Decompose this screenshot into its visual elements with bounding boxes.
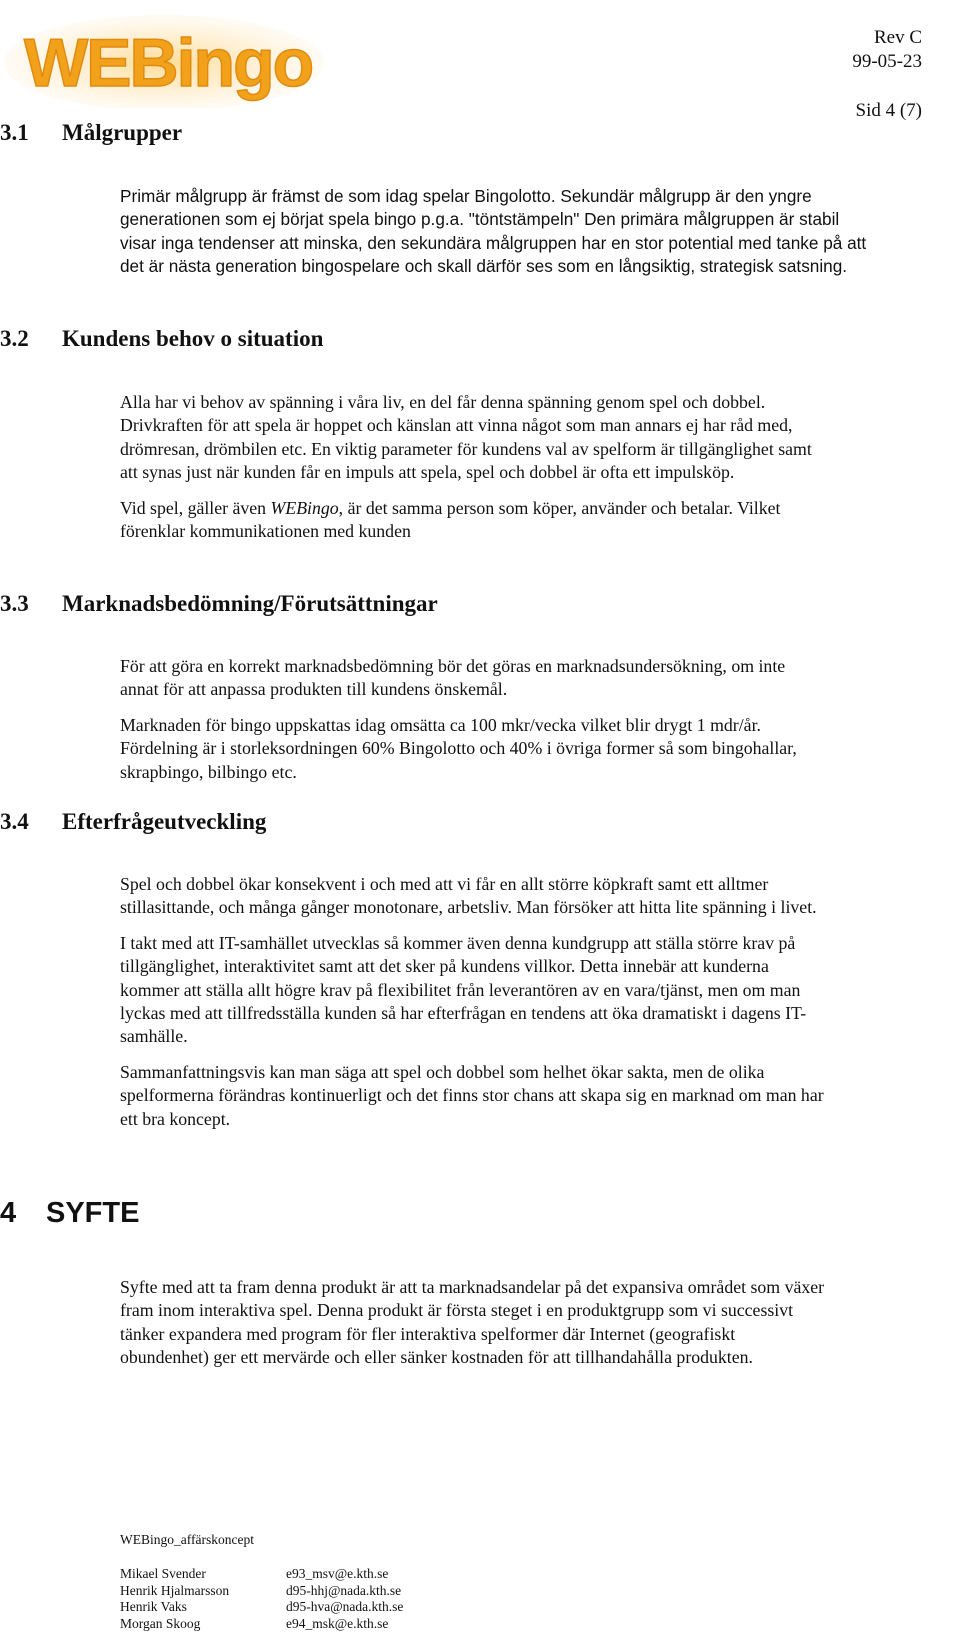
section-3-1-body bbox=[120, 185, 960, 291]
section-number: 3.1 bbox=[0, 120, 29, 145]
contacts-table bbox=[120, 1566, 403, 1632]
webingo-logo bbox=[4, 8, 324, 108]
paragraph: Spel och dobbel ökar konsekvent i och med att vi får en allt större köpkraft samt ett alltmer stillasittande, och många gånger monotonare, arbetsliv. Man försöker att hitta lite spänning i livet. bbox=[120, 874, 817, 918]
contact-email: e93_msv@e.kth.se bbox=[286, 1566, 389, 1581]
contact-name: Morgan Skoog bbox=[120, 1615, 201, 1631]
heading-3-2 bbox=[0, 326, 323, 352]
contact-email: e94_msk@e.kth.se bbox=[286, 1615, 389, 1631]
section-4-body bbox=[120, 1276, 960, 1382]
section-title: Målgrupper bbox=[62, 120, 183, 145]
paragraph: Primär målgrupp är främst de som idag spelar Bingolotto. Sekundär målgrupp är den yngre generationen som ej börjat spela bingo p.g.a. "töntstämpeln" Den primära målgruppen är stabil visar inga tendenser att minska, den sekundära målgruppen har en stor potential med tanke på att det är nästa generation bingospelare och skall därför ses som en långsiktig, strategisk satsning. bbox=[120, 186, 867, 277]
contact-email: d95-hva@nada.kth.se bbox=[286, 1599, 404, 1614]
svg-text:WEBingo: WEBingo bbox=[24, 25, 313, 101]
revision-date: 99-05-23 bbox=[852, 51, 922, 72]
contact-row bbox=[120, 1566, 403, 1583]
heading-4 bbox=[0, 1197, 139, 1230]
section-title: SYFTE bbox=[46, 1197, 140, 1229]
paragraph: Marknaden för bingo uppskattas idag omsätta ca 100 mkr/vecka vilket blir drygt 1 mdr/år. Fördelning är i storleksordningen 60% Bingolotto och 40% i övriga former så som bingohallar, skrapbingo, bilbingo etc. bbox=[120, 714, 797, 782]
contact-email: d95-hhj@nada.kth.se bbox=[286, 1582, 402, 1598]
paragraph: För att göra en korrekt marknadsbedömning bör det göras en marknadsundersökning, om inte annat för att anpassa produkten till kundens önskemål. bbox=[120, 656, 786, 700]
section-number: 3.4 bbox=[0, 809, 29, 834]
contact-name: Henrik Vaks bbox=[120, 1599, 187, 1614]
document-name: WEBingo_affärskoncept bbox=[120, 1532, 254, 1547]
section-number: 3.2 bbox=[0, 326, 29, 351]
revision-info bbox=[852, 26, 922, 74]
heading-3-3 bbox=[0, 591, 438, 617]
paragraph: Alla har vi behov av spänning i våra liv, en del får denna spänning genom spel och dobbel. Drivkraften för att spela är hoppet och känslan att vinna något som man annars ej har råd med, drömresan, drömbilen etc. En viktig parameter för kundens val av spelform är tillgänglighet samt att synas just när kunden får en impuls att spela, spel och dobbel är ofta ett impulsköp. bbox=[120, 392, 812, 483]
paragraph: Syfte med att ta fram denna produkt är att ta marknadsandelar på det expansiva området som växer fram inom interaktiva spel. Denna produkt är första steget i en produktgrupp som vi successivt tänker expandera med program för fler interaktiva spelformer där Internet (geografiskt obundenhet) ger ett mervärde och eller sänker kostnaden för att tillhandahålla produkten. bbox=[120, 1277, 825, 1368]
contact-name: Mikael Svender bbox=[120, 1566, 206, 1581]
section-title: Efterfrågeutveckling bbox=[62, 809, 267, 834]
section-number: 3.3 bbox=[0, 591, 29, 616]
contact-row bbox=[120, 1599, 403, 1616]
section-title: Marknadsbedömning/Förutsättningar bbox=[62, 591, 438, 616]
text-run: Vid spel, gäller även bbox=[120, 497, 271, 518]
section-3-4-body bbox=[120, 873, 960, 1143]
author-contacts bbox=[120, 1566, 403, 1632]
product-name: WEBingo bbox=[270, 497, 339, 518]
section-title: Kundens behov o situation bbox=[62, 326, 324, 351]
paragraph: I takt med att IT-samhället utvecklas så kommer även denna kundgrupp att ställa större krav på tillgänglighet, interaktivitet samt att det sker på kundens villkor. Detta innebär att kunderna kommer att ställa allt högre krav på flexibilitet från leverantören av en vara/tjänst, men om man lyckas med att tillfredsställa kunden så har efterfrågan en tendens att öka dramatiskt i dagens IT- samhälle. bbox=[120, 932, 807, 1047]
contact-row bbox=[120, 1616, 403, 1633]
contact-row bbox=[120, 1583, 403, 1600]
heading-3-4 bbox=[0, 809, 266, 835]
section-3-2-body bbox=[120, 391, 960, 555]
text-run: , är det samma person som köper, använder och betalar. Vilket förenklar kommunikationen med kunden bbox=[120, 497, 781, 542]
section-number: 4 bbox=[0, 1197, 17, 1229]
revision: Rev C bbox=[873, 27, 922, 48]
heading-3-1 bbox=[0, 120, 182, 146]
page-number: Sid 4 (7) bbox=[855, 100, 922, 121]
section-3-3-body bbox=[120, 655, 960, 796]
paragraph bbox=[120, 497, 960, 544]
paragraph: Sammanfattningsvis kan man säga att spel och dobbel som helhet ökar sakta, men de olika spelformerna förändras kontinuerligt och det finns stor chans att skapa sig en marknad om man har ett bra koncept. bbox=[120, 1061, 824, 1129]
contact-name: Henrik Hjalmarsson bbox=[120, 1582, 230, 1598]
